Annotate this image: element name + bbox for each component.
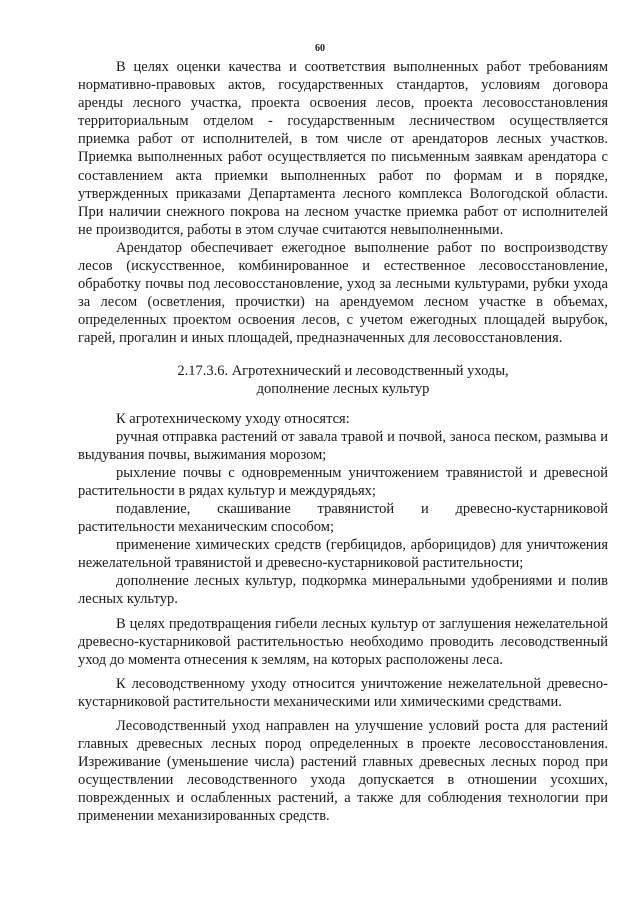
paragraph-agrotechnical-intro: К агротехническому уходу относятся: xyxy=(116,410,350,427)
list-item-mechanical-suppression: подавление, скашивание травянистой и древесно-кустарниковой растительности механическим способом; xyxy=(78,500,608,536)
paragraph-tenant-obligations: Арендатор обеспечивает ежегодное выполнение работ по воспроизводству лесов (искусственное, комбинированное и естественное лесовосстановление, обработку почвы под лесовосстановление, уход за лесными культурами, рубки ухода за лесом (осветления, прочистки) на арендуемом лесном участке в объемах, определенных проектом освоения лесов, с учетом ежегодных площадей вырубок, гарей, прогалин и иных площадей, предназначенных для лесовосстановления. xyxy=(78,239,608,347)
list-item-chemical-means: применение химических средств (гербицидов, арборицидов) для уничтожения нежелательной травянистой и древесно-кустарниковой растительности; xyxy=(78,537,608,572)
list-item-soil-loosening: рыхление почвы с одновременным уничтожением травянистой и древесной растительности в рядах культур и междурядьях; xyxy=(78,464,608,499)
section-heading-line-2: дополнение лесных культур xyxy=(256,380,430,397)
section-heading-line-1: 2.17.3.6. Агротехнический и лесоводственный уходы, xyxy=(177,362,509,379)
list-item-supplement-fertilize: дополнение лесных культур, подкормка минеральными удобрениями и полив лесных культур. xyxy=(78,573,608,608)
page-number: 60 xyxy=(315,43,325,54)
section-heading xyxy=(78,362,608,398)
paragraph-prevent-death: В целях предотвращения гибели лесных культур от заглушения нежелательной древесно-кустарниковой растительностью необходимо проводить лесоводственный уход до момента отнесения к землям, на которых расположены леса. xyxy=(78,615,608,668)
paragraph-acceptance-of-works: В целях оценки качества и соответствия выполненных работ требованиям нормативно-правовых актов, государственных стандартов, условиям договора аренды лесного участка, проекта освоения лесов, проекта лесовосстановления территориальным отделом - государственным лесничеством осуществляется приемка работ от исполнителей, в том числе от арендаторов лесных участков. Приемка выполненных работ осуществляется по письменным заявкам арендатора с составлением акта приемки выполненных работ по формам и в порядке, утвержденных приказами Департамента лесного комплекса Вологодской области. При наличии снежного покрова на лесном участке приемка работ от исполнителей не производится, работы в этом случае считаются невыполненными. xyxy=(78,59,608,238)
paragraph-silvicultural-care: К лесоводственному уходу относится уничтожение нежелательной древесно-кустарниковой растительности механическими или химическими средствами. xyxy=(78,675,608,710)
document-body xyxy=(78,58,608,826)
paragraph-care-purpose: Лесоводственный уход направлен на улучшение условий роста для растений главных древесных лесных пород определенных в проекте лесовосстановления. Изреживание (уменьшение числа) растений главных древесных лесных пород при осуществлении лесоводственного ухода допускается в отношении усохших, поврежденных и ослабленных растений, а также для соблюдения технологии при применении механизированных средств. xyxy=(78,718,608,825)
list-item-manual-release: ручная отправка растений от завала травой и почвой, заноса песком, размыва и выдувания почвы, выжимания морозом; xyxy=(78,428,608,463)
